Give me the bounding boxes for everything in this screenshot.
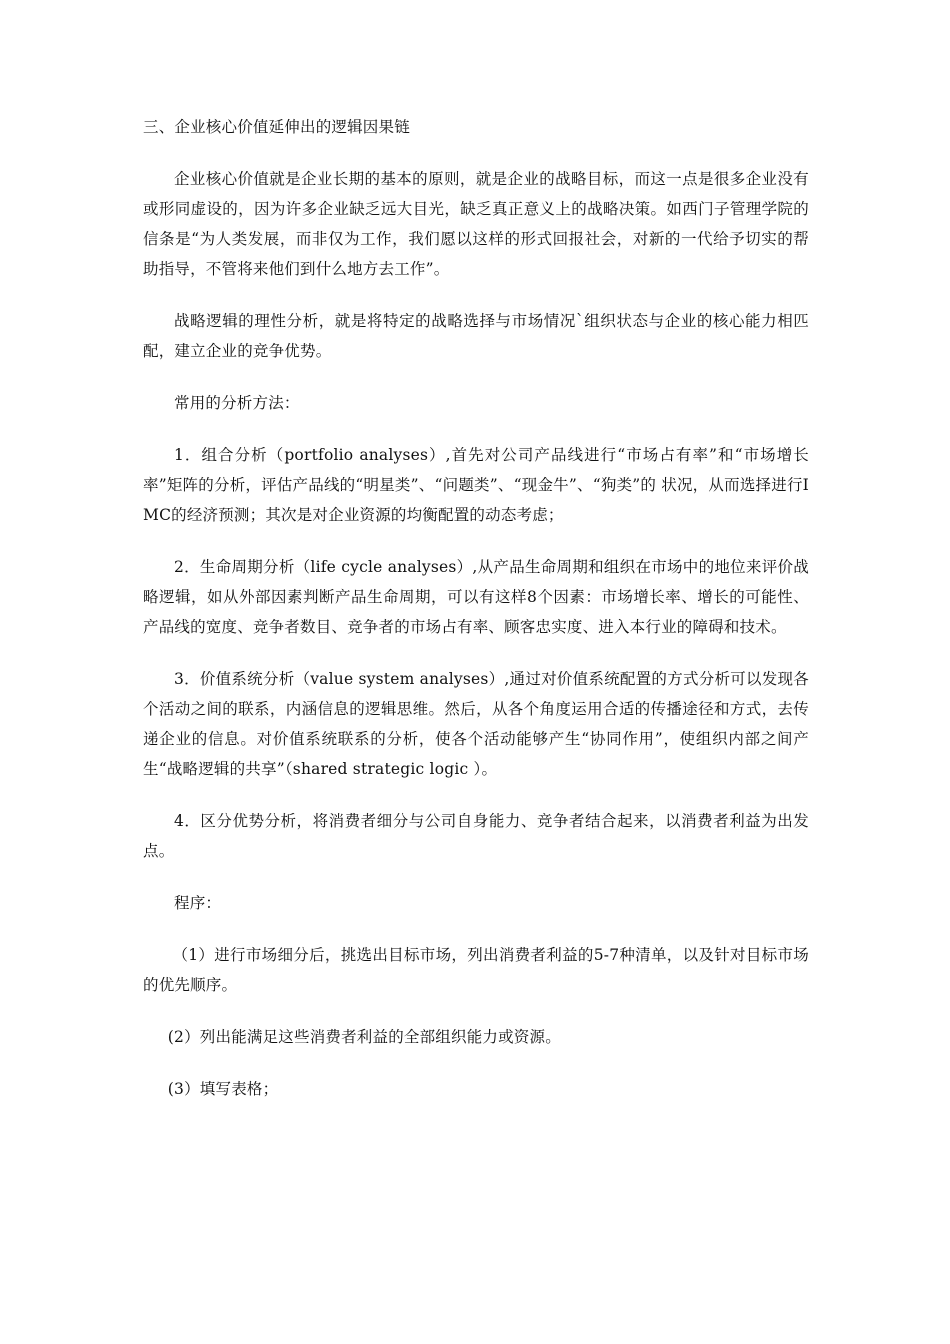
method-value-system-analysis: 3．价值系统分析（value system analyses）,通过对价值系统配置的方式分析可以发现各个活动之间的联系，内涵信息的逻辑思维。然后，从各个角度运用合适的传播途径和方式，去传递企业的信息。对价值系统联系的分析，使各个活动能够产生“协同作用”，使组织内部之间产生“战略逻辑的共享”（shared strategic logic ）。 bbox=[143, 670, 809, 778]
method-differential-advantage-analysis: 4．区分优势分析，将消费者细分与公司自身能力、竞争者结合起来，以消费者利益为出发点。 bbox=[143, 812, 809, 860]
procedure-title: 程序： bbox=[174, 894, 222, 912]
procedure-step-1: （1）进行市场细分后，挑选出目标市场，列出消费者利益的5-7种清单，以及针对目标市场的优先顺序。 bbox=[143, 946, 809, 994]
method-portfolio-analysis: 1．组合分析（portfolio analyses）,首先对公司产品线进行“市场占有率”和“市场增长率”矩阵的分析，评估产品线的“明星类”、“问题类”、“现金牛”、“狗类”的 状况，从而选择进行IMC的经济预测；其次是对企业资源的均衡配置的动态考虑； bbox=[143, 446, 809, 524]
paragraph-strategy-logic: 战略逻辑的理性分析，就是将特定的战略选择与市场情况`组织状态与企业的核心能力相匹配，建立企业的竞争优势。 bbox=[143, 312, 809, 360]
paragraph-methods-title: 常用的分析方法： bbox=[174, 394, 300, 412]
section-heading: 三、企业核心价值延伸出的逻辑因果链 bbox=[143, 118, 410, 136]
paragraph-core-value: 企业核心价值就是企业长期的基本的原则，就是企业的战略目标，而这一点是很多企业没有或形同虚设的，因为许多企业缺乏远大目光，缺乏真正意义上的战略决策。如西门子管理学院的信条是“为人类发展，而非仅为工作，我们愿以这样的形式回报社会，对新的一代给予切实的帮助指导，不管将来他们到什么地方去工作”。 bbox=[143, 170, 809, 278]
document-body bbox=[143, 112, 809, 1126]
procedure-step-2: (2）列出能满足这些消费者利益的全部组织能力或资源。 bbox=[167, 1028, 561, 1046]
procedure-step-3: (3）填写表格； bbox=[167, 1080, 279, 1098]
method-life-cycle-analysis: 2．生命周期分析（life cycle analyses）,从产品生命周期和组织在市场中的地位来评价战略逻辑，如从外部因素判断产品生命周期，可以有这样8个因素：市场增长率、增长的可能性、产品线的宽度、竞争者数目、竞争者的市场占有率、顾客忠实度、进入本行业的障碍和技术。 bbox=[143, 558, 809, 636]
